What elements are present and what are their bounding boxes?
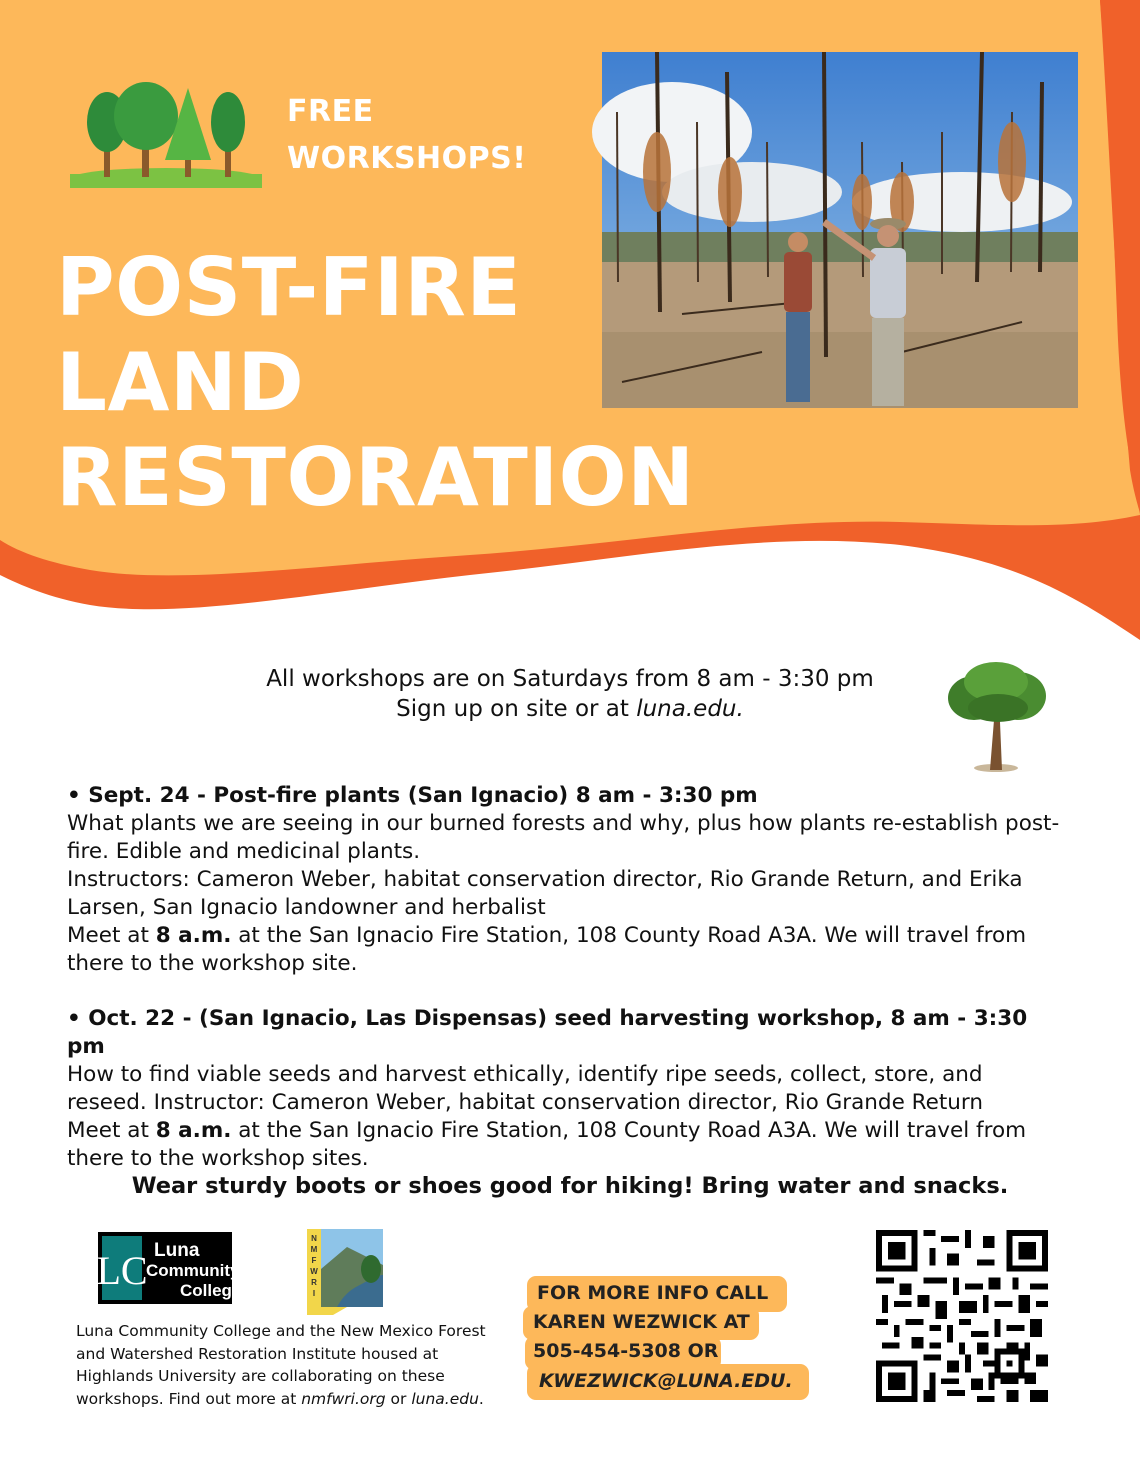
trees-icon — [70, 82, 262, 188]
luna-community-college-logo — [96, 1232, 242, 1304]
luna-link[interactable]: luna.edu. — [636, 696, 744, 722]
workshop-meet: Meet at 8 a.m. at the San Ignacio Fire Station, 108 County Road A3A. We will travel from there to the workshop sites. — [67, 1118, 1027, 1171]
schedule-intro — [170, 664, 970, 724]
svg-text:Luna: Luna — [154, 1240, 200, 1261]
workshop-sept — [67, 782, 1067, 978]
contact-phone[interactable]: 505-454-5308 OR — [533, 1340, 719, 1362]
signup-line: Sign up on site or at luna.edu. — [396, 696, 744, 722]
workshop-heading: • Sept. 24 - Post-fire plants (San Ignacio) 8 am - 3:30 pm — [67, 783, 758, 808]
contact-email[interactable]: KWEZWICK@LUNA.EDU. — [539, 1370, 793, 1392]
workshop-description: How to find viable seeds and harvest ethically, identify ripe seeds, collect, store, and reseed. Instructor: Cameron Weber, habitat conservation director, Rio Grande Return — [67, 1062, 983, 1115]
qr-code-icon[interactable] — [876, 1230, 1048, 1402]
svg-text:N: N — [311, 1234, 317, 1243]
svg-text:I: I — [312, 1289, 316, 1298]
svg-text:Community: Community — [146, 1261, 240, 1280]
luna-edu-link[interactable]: luna.edu — [411, 1389, 479, 1408]
nmfwri-logo — [307, 1229, 383, 1315]
forest-photo — [602, 52, 1078, 408]
free-workshops-label: FREE WORKSHOPS! — [287, 94, 527, 176]
boots-note: Wear sturdy boots or shoes good for hiking! Bring water and snacks. — [131, 1173, 1009, 1199]
contact-info-box — [523, 1276, 813, 1402]
workshop-heading: • Oct. 22 - (San Ignacio, Las Dispensas) seed harvesting workshop, 8 am - 3:30 pm — [67, 1006, 1028, 1059]
workshop-oct — [67, 1005, 1067, 1173]
contact-line: KAREN WEZWICK AT — [533, 1311, 750, 1333]
svg-text:LC: LC — [96, 1248, 148, 1293]
nmfwri-link[interactable]: nmfwri.org — [301, 1389, 386, 1408]
svg-text:R: R — [311, 1278, 317, 1287]
schedule-line: All workshops are on Saturdays from 8 am - 3:30 pm — [266, 666, 874, 692]
tree-icon — [944, 660, 1048, 772]
page-title: POST-FIRE LAND RESTORATION — [56, 241, 695, 524]
workshop-meet: Meet at 8 a.m. at the San Ignacio Fire Station, 108 County Road A3A. We will travel from there to the workshop site. — [67, 923, 1027, 976]
workshop-description: What plants we are seeing in our burned forests and why, plus how plants re-establish post-fire. Edible and medicinal plants. — [67, 811, 1060, 864]
svg-text:M: M — [310, 1245, 318, 1254]
svg-text:College: College — [180, 1281, 242, 1300]
svg-text:W: W — [310, 1267, 318, 1276]
workshop-instructors: Instructors: Cameron Weber, habitat conservation director, Rio Grande Return, and Erika Larsen, San Ignacio landowner and herbalist — [67, 867, 1023, 920]
svg-text:F: F — [311, 1256, 317, 1265]
contact-line: FOR MORE INFO CALL — [537, 1282, 769, 1304]
collaboration-note: Luna Community College and the New Mexico Forest and Watershed Restoration Institute housed at Highlands University are collaborating on these workshops. Find out more at nmfwri.org or luna.edu. — [76, 1322, 486, 1408]
